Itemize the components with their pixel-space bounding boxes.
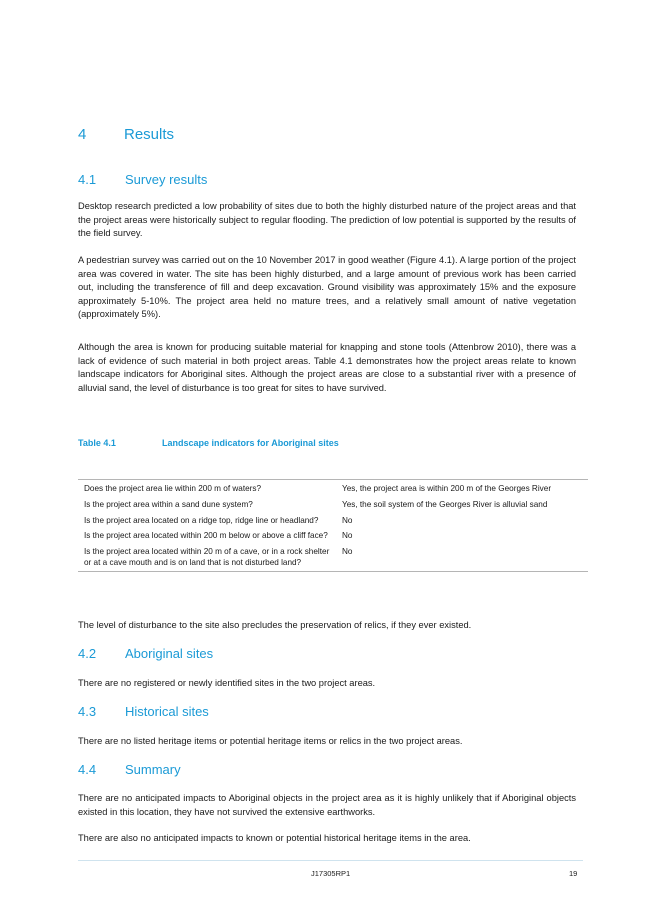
table-cell-question: Is the project area located within 20 m of a cave, or in a rock shelter or at a cave mouth and is on land that is not disturbed land?: [78, 545, 336, 571]
table-row: [78, 529, 588, 545]
table-cell-answer: No: [342, 531, 353, 541]
subsection-title: Historical sites: [125, 704, 209, 719]
table-cell-question: Does the project area lie within 200 m of waters?: [78, 480, 336, 498]
subsection-heading-4-1: [78, 172, 207, 187]
table-cell-answer: Yes, the project area is within 200 m of the Georges River: [336, 480, 588, 498]
table-row: [78, 514, 588, 530]
section-heading: [78, 126, 174, 143]
subsection-number: 4.3: [78, 704, 97, 719]
table-cell-answer: No: [342, 515, 353, 525]
footer-document-code: J17305RP1: [311, 869, 351, 878]
paragraph: There are no anticipated impacts to Aboriginal objects in the project area as it is highly unlikely that if Aboriginal objects existed in this location, they have not survived the extensive earthworks.: [78, 793, 576, 817]
subsection-heading-4-3: [78, 704, 209, 719]
table-cell-question: Is the project area located within 200 m below or above a cliff face?: [84, 531, 328, 541]
subsection-heading-4-2: [78, 646, 213, 661]
section-number: 4: [78, 126, 87, 143]
table-row: [78, 498, 588, 514]
subsection-number: 4.1: [78, 172, 97, 187]
subsection-heading-4-4: [78, 762, 181, 777]
landscape-indicators-table: [78, 479, 588, 572]
subsection-title: Summary: [125, 762, 181, 777]
paragraph: A pedestrian survey was carried out on the 10 November 2017 in good weather (Figure 4.1). A large portion of the project area was covered in water. The site has been highly disturbed, and a large amount of previous work has been carried out, including the transference of fill and deep excavation. Ground visibility was approximately 15% and the exposure approximately 5-10%. The project area held no mature trees, and a relatively small amount of native vegetation (approximately 5%).: [78, 255, 576, 320]
table-caption: [78, 438, 339, 448]
paragraph: There are no registered or newly identified sites in the two project areas.: [78, 678, 376, 688]
subsection-title: Aboriginal sites: [125, 646, 214, 661]
paragraph: Although the area is known for producing suitable material for knapping and stone tools (Attenbrow 2010), there was a lack of evidence of such material in both project areas. Table 4.1 demonstrates how the project areas relate to known landscape indicators for Aboriginal sites. Although the project areas are close to a substantial river with a presence of alluvial sand, the level of disturbance is too great for sites to have survived.: [78, 342, 576, 393]
table-cell-question: Is the project area located on a ridge top, ridge line or headland?: [84, 515, 319, 525]
footer-page-number: 19: [569, 869, 578, 878]
subsection-number: 4.2: [78, 646, 97, 661]
footer-divider: [78, 860, 583, 861]
subsection-title: Survey results: [125, 172, 208, 187]
paragraph: The level of disturbance to the site also precludes the preservation of relics, if they ever existed.: [78, 620, 472, 630]
table-cell-answer: Yes, the soil system of the Georges River is alluvial sand: [342, 499, 548, 509]
paragraph: There are also no anticipated impacts to known or potential historical heritage items in the area.: [78, 833, 471, 843]
table-row: [78, 480, 588, 498]
table-row: [78, 545, 588, 571]
paragraph: Desktop research predicted a low probability of sites due to both the highly disturbed nature of the project areas and that the project areas were historically subject to regular flooding. The prediction of low potential is supported by the results of the field survey.: [78, 201, 576, 239]
table-title: Landscape indicators for Aboriginal sites: [162, 438, 339, 448]
paragraph: There are no listed heritage items or potential heritage items or relics in the two project areas.: [78, 736, 463, 746]
section-title: Results: [124, 126, 175, 143]
table-cell-question: Is the project area within a sand dune system?: [84, 499, 253, 509]
subsection-number: 4.4: [78, 762, 97, 777]
table-number: Table 4.1: [78, 438, 116, 448]
table-cell-answer: No: [336, 545, 588, 571]
